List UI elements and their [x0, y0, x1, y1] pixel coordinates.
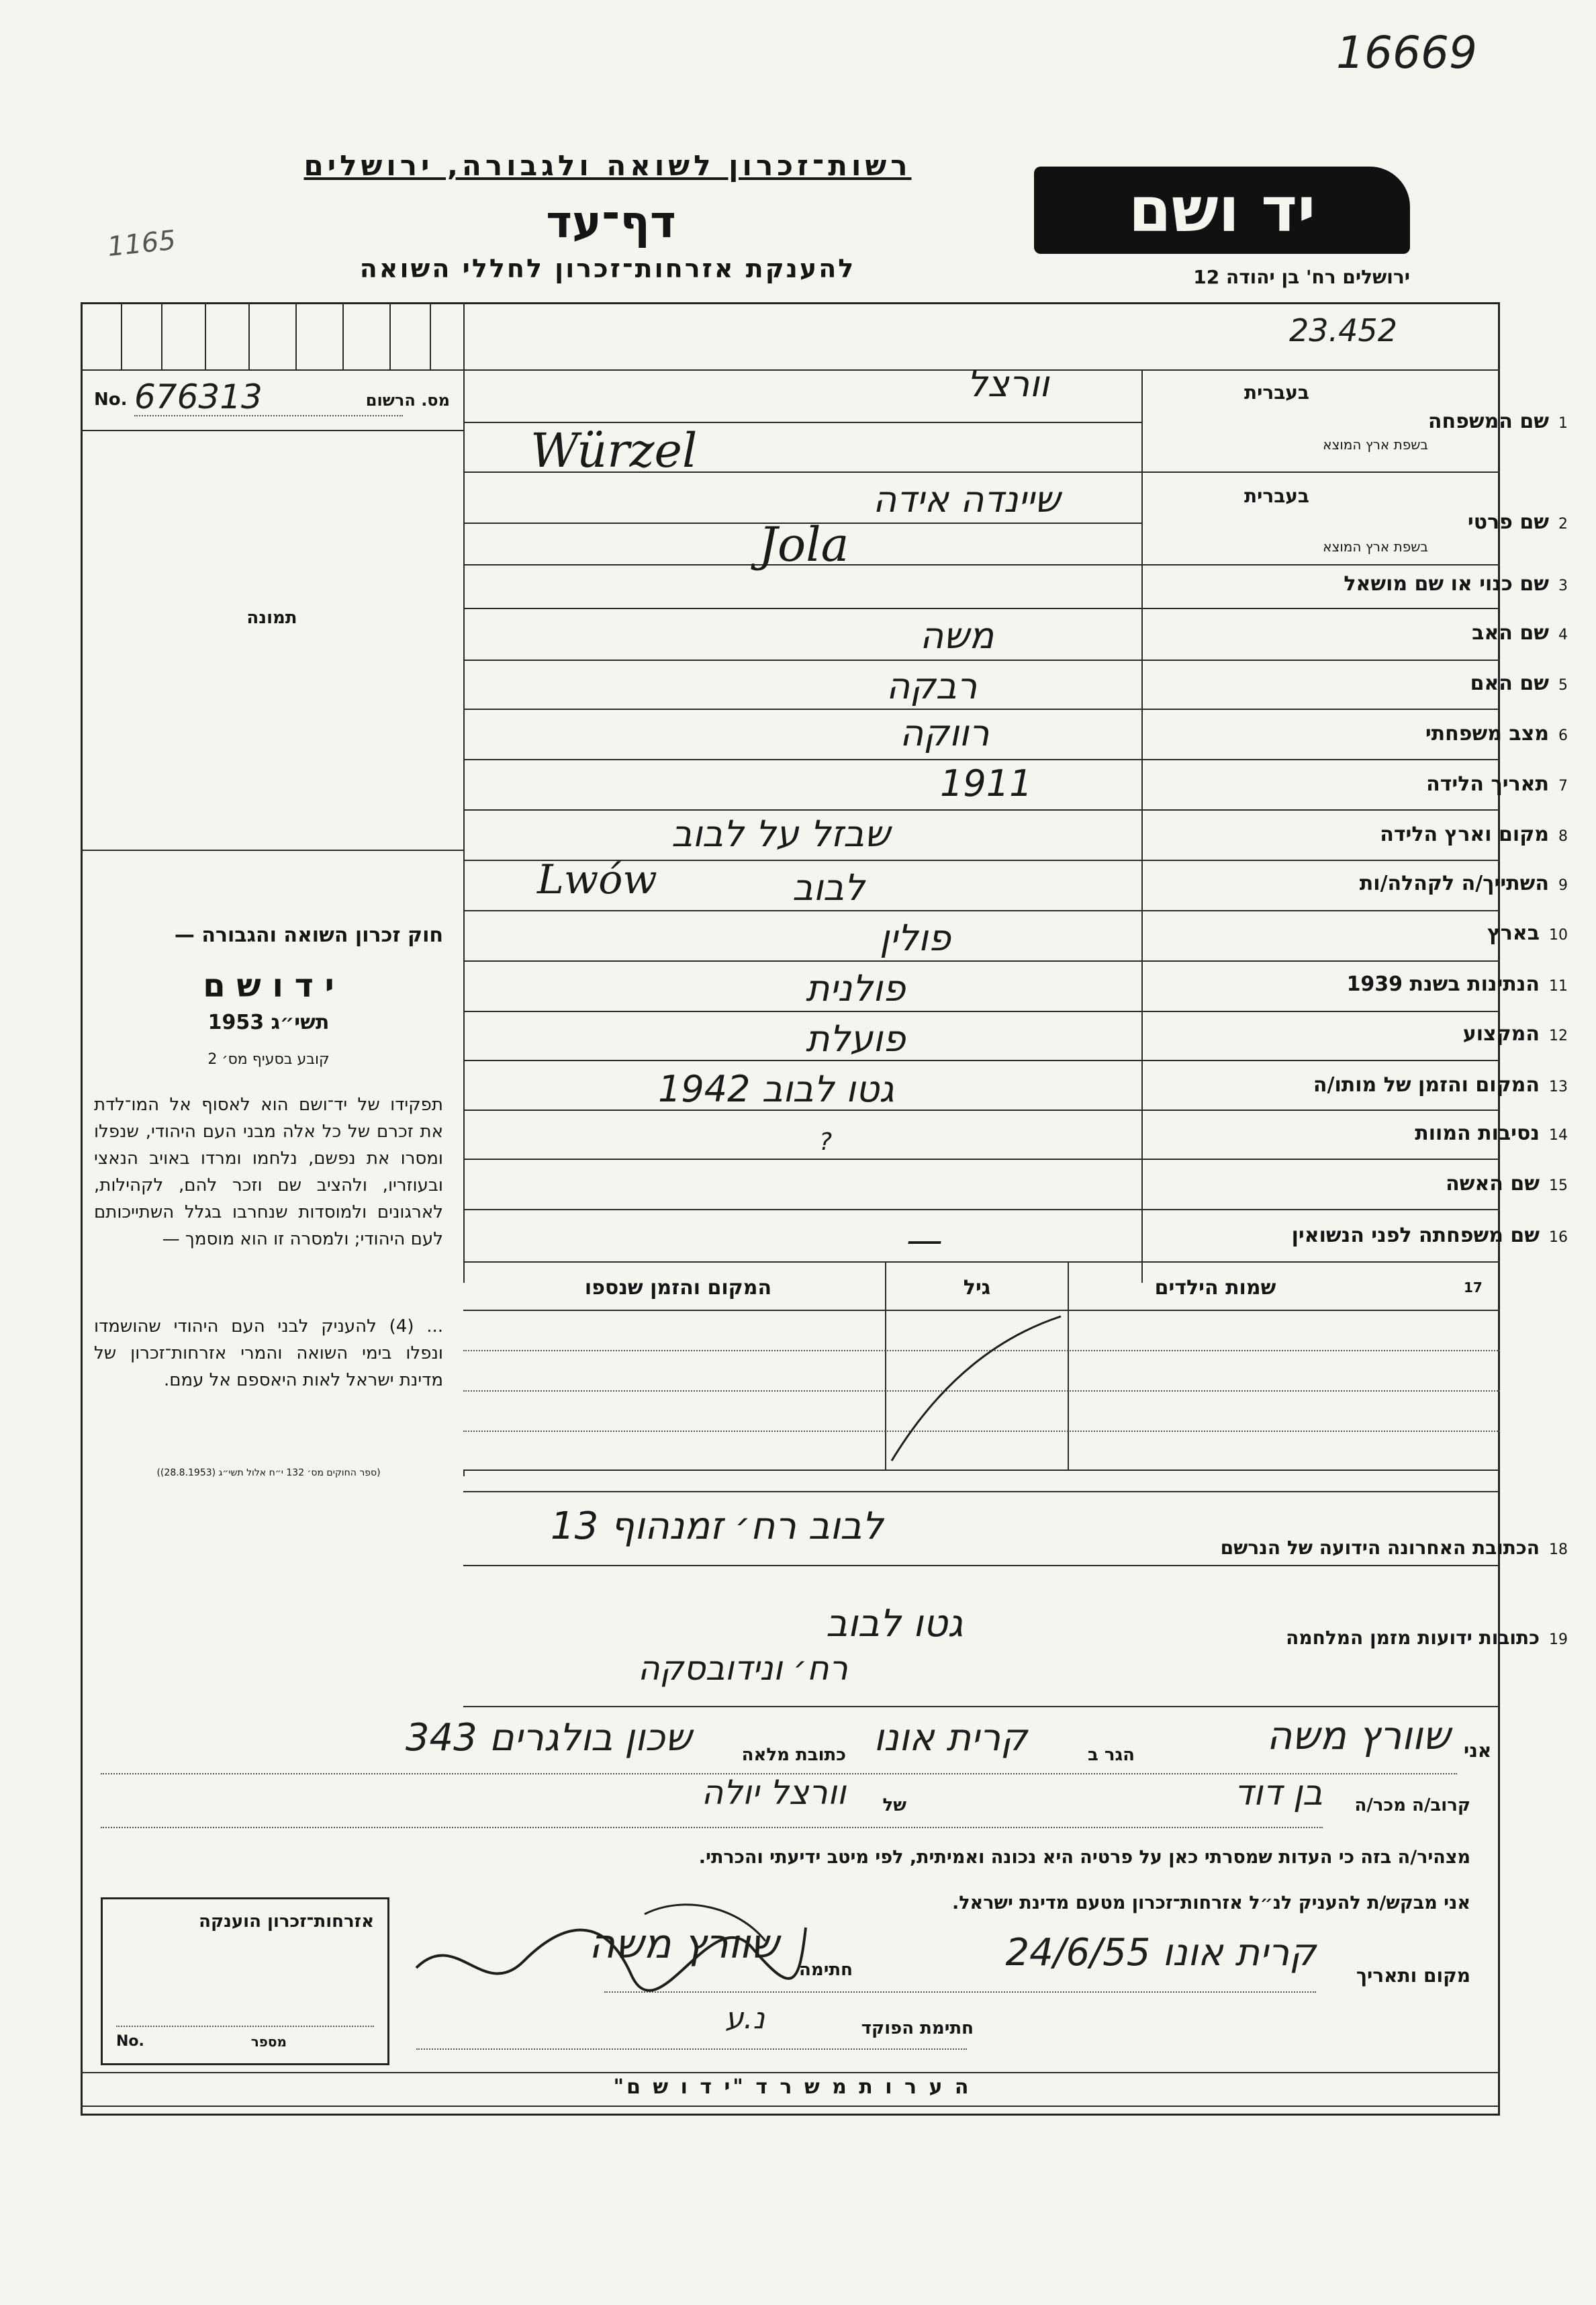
- corner-mark: 1165: [105, 224, 177, 263]
- remarks-title: ה ע ר ו ת מ ש ר ד "י ד ו ש ם": [613, 2075, 972, 2099]
- children-col-age: גיל: [963, 1276, 991, 1300]
- law-title: חוק זכרון השואה והגבורה —: [174, 923, 443, 947]
- value-death-place-time: גטו לבוב 1942: [658, 1068, 894, 1110]
- in-hebrew-1: בעברית: [1243, 381, 1309, 404]
- value-community-he: לבוב: [792, 866, 865, 909]
- value-country: פולין: [880, 917, 951, 959]
- field-1-label: 1שם המשפחה: [1427, 410, 1568, 433]
- law-paragraph-1: תפקידו של יד־ושם הוא לאסוף אל המו־לדת את זכרם של כל אלה מבני העם היהודי, שנפלו ומסרו את נפשם, נלחמו ומרדו באויב הנאצי ובעוזריו, ולהציב שם וזכר להם, לקהילות, לארגונים ולמוסדות שנחרבו בגלל השתייכותם לעם היהודי; ולמסרה זו הוא מוסמך —: [94, 1095, 443, 1249]
- decl-statement: מצהיר/ה בזה כי העדות שמסרתי כאן על פרטיה היא נכונה ואמיתית, לפי מיטב ידיעתי והכרתי.: [698, 1847, 1470, 1868]
- children-strike-line: [885, 1310, 1068, 1470]
- children-col-place: המקום והזמן שנספו: [584, 1276, 772, 1300]
- page-number: 16669: [1336, 27, 1477, 79]
- stamp-box-title: אזרחות־זכרון הוענקה: [199, 1911, 374, 1932]
- field-2-label: 2שם פרטי: [1467, 510, 1568, 534]
- value-war-address-2: רח׳ ונידובסקה: [638, 1649, 848, 1688]
- decl-name: שוורץ משה: [1266, 1713, 1450, 1758]
- value-death-circumstances: ?: [819, 1128, 833, 1156]
- value-last-address: לבוב רח׳ זמנהוף 13: [551, 1504, 884, 1548]
- value-family-name-he: וורצל: [967, 363, 1049, 405]
- field-9-label: 9השתייך/ה לקהלה/ות: [1359, 872, 1568, 895]
- officer-initials: נ.ע: [725, 2001, 765, 2036]
- field-5-label: 5שם האם: [1470, 672, 1568, 695]
- field-19-label: 19כתובות ידועות מזמן המלחמה: [1286, 1627, 1568, 1649]
- law-clause: קובע בסעיף מס׳ 2: [207, 1051, 330, 1068]
- value-marital-status: רווקה: [900, 712, 990, 754]
- decl-request: אני מבקש/ת להעניק לנ״ל אזרחות־זכרון מטעם מדינת ישראל.: [951, 1893, 1470, 1913]
- decl-i-label: אני: [1464, 1739, 1492, 1762]
- decl-resides-label: הגר ב: [1087, 1745, 1135, 1765]
- field-8-label: 8מקום וארץ הלידה: [1380, 823, 1568, 846]
- field-6-label: 6מצב משפחתי: [1425, 722, 1568, 745]
- field-3-label: 3שם כנוי או שם מושאל: [1344, 572, 1568, 596]
- logo-text: יד ושם: [1128, 174, 1316, 246]
- field-14-label: 14נסיבות המוות: [1415, 1122, 1568, 1145]
- decl-signature-label: חתימה: [799, 1960, 853, 1980]
- value-maiden-name: —: [906, 1219, 943, 1261]
- decl-address-label: כתובת מלאה: [741, 1745, 846, 1765]
- officer-signature-label: חתימת הפוקד: [861, 2018, 974, 2038]
- registration-prefix: No.: [94, 390, 128, 410]
- value-war-address-1: גטו לבוב: [826, 1602, 964, 1645]
- field-10-label: 10בארץ: [1487, 921, 1568, 945]
- origin-lang-2: בשפת ארץ המוצא: [1323, 539, 1428, 555]
- value-community-origin: Lwów: [537, 856, 657, 903]
- law-citation: (ספר החוקים מס׳ 132 י״ח אלול תשי״ג (28.8.1953)): [156, 1467, 381, 1478]
- value-profession: פועלת: [806, 1018, 906, 1060]
- form-subtitle: להענקת אזרחות־זכרון לחללי השואה: [359, 254, 856, 283]
- field-18-label: 18הכתובת האחרונה הידועה של הנרשם: [1220, 1537, 1568, 1559]
- value-father-name: משה: [920, 615, 994, 657]
- top-note: 23.452: [1289, 312, 1397, 349]
- in-hebrew-2: בעברית: [1243, 485, 1309, 507]
- field-15-label: 15שם האשה: [1446, 1172, 1568, 1195]
- value-birth-place: שבזל על לבוב: [671, 813, 890, 855]
- origin-lang-1: בשפת ארץ המוצא: [1323, 437, 1428, 453]
- value-first-name-he: שיינדה אידה: [873, 478, 1060, 521]
- field-4-label: 4שם האב: [1472, 621, 1568, 645]
- value-first-name-origin: Jola: [759, 517, 849, 572]
- authority-line: רשות־זכרון לשואה ולגבורה, ירושלים: [303, 149, 912, 182]
- value-family-name-origin: Würzel: [530, 423, 698, 478]
- logo-address: ירושלים רח' בן יהודה 12: [1193, 266, 1410, 288]
- decl-place-date-value: קרית אונו 24/6/55: [1005, 1931, 1316, 1975]
- registration-number: 676313: [134, 377, 263, 416]
- decl-address-value: שכון בולגרים 343: [405, 1716, 692, 1760]
- decl-resides-value: קרית אונו: [874, 1716, 1027, 1760]
- decl-of-value: וורצל יולה: [701, 1773, 846, 1812]
- value-mother-name: רבקה: [886, 665, 978, 707]
- yad-vashem-logo: [1034, 167, 1410, 254]
- field-16-label: 16שם משפחתה לפני הנשואין: [1291, 1224, 1568, 1247]
- registration-label: מס. הרשום: [365, 391, 450, 410]
- field-7-label: 7תאריך הלידה: [1426, 772, 1568, 796]
- decl-relative-value: בן דוד: [1234, 1773, 1323, 1813]
- stamp-box-number-label: מספר: [250, 2034, 287, 2050]
- law-year: תשי״ג 1953: [207, 1011, 330, 1034]
- stamp-box-number-prefix: No.: [116, 2033, 144, 2050]
- law-name: י ד ו ש ם: [203, 967, 334, 1005]
- children-col-names: שמות הילדים: [1154, 1276, 1276, 1300]
- field-13-label: 13המקום והזמן של מותו/ה: [1313, 1073, 1568, 1097]
- value-birth-date: 1911: [940, 762, 1033, 805]
- value-nationality: פולנית: [806, 967, 906, 1009]
- children-num: 17: [1464, 1279, 1483, 1296]
- field-11-label: 11הנתינות בשנת 1939: [1346, 973, 1568, 996]
- decl-place-date-label: מקום ותאריך: [1356, 1964, 1470, 1987]
- decl-of-label: של: [882, 1795, 906, 1815]
- photo-label: תמונה: [246, 608, 297, 628]
- form-title: דף־עד: [546, 196, 676, 248]
- stamp-box: [101, 1897, 389, 2065]
- decl-relative-label: קרוב/ה מכר/ה: [1354, 1795, 1470, 1815]
- field-12-label: 12המקצוע: [1462, 1022, 1568, 1046]
- law-paragraph-2: ... (4) להעניק לבני העם היהודי שהושמדו ונפלו בימי השואה והמרי אזרחות־זכרון של מדינת ישראל לאות היאספם אל עמם.: [94, 1316, 444, 1390]
- decl-signature: שוורץ משה: [589, 1921, 779, 1968]
